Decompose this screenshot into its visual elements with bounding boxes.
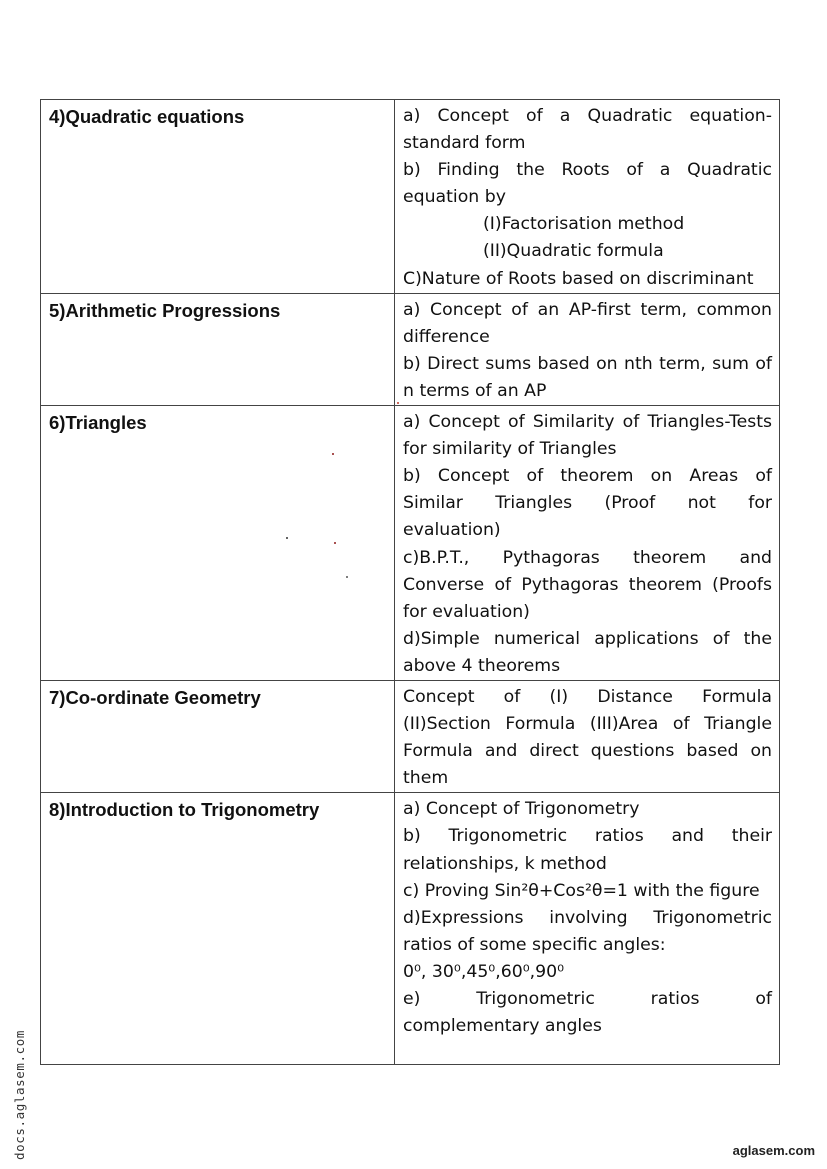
topic-cell (41, 406, 395, 681)
content-cell (395, 680, 780, 792)
topic-cell (41, 793, 395, 1065)
content-line: Similar Triangles (Proof not for (403, 493, 772, 514)
topic-cell (41, 680, 395, 792)
content-line: c)B.P.T., Pythagoras theorem and (403, 547, 772, 568)
content-text (395, 681, 779, 792)
content-line: (II)Quadratic formula (483, 241, 664, 262)
stray-mark (332, 453, 334, 455)
content-line: complementary angles (403, 1016, 602, 1037)
topic-cell (41, 293, 395, 405)
table-row (41, 293, 780, 405)
content-line: evaluation) (403, 520, 501, 541)
side-watermark: docs.aglasem.com (12, 1029, 27, 1160)
table-row (41, 100, 780, 294)
content-line: b) Trigonometric ratios and their (403, 826, 772, 847)
content-line: a) Concept of an AP-first term, common (403, 299, 772, 320)
content-line: a) Concept of Trigonometry (403, 799, 640, 820)
content-line: Converse of Pythagoras theorem (Proofs (403, 574, 772, 595)
content-line: Formula and direct questions based on (403, 741, 772, 762)
content-line: relationships, k method (403, 853, 607, 874)
stray-mark (286, 537, 288, 539)
content-text (395, 406, 779, 680)
content-line: n terms of an AP (403, 380, 547, 401)
content-line: (II)Section Formula (III)Area of Triangle (403, 714, 772, 735)
content-line: d)Expressions involving Trigonometric (403, 907, 772, 928)
content-line: for evaluation) (403, 601, 530, 622)
content-line: above 4 theorems (403, 655, 561, 676)
topic-title: 7)Co-ordinate Geometry (49, 686, 261, 708)
content-cell (395, 293, 780, 405)
content-text (395, 294, 779, 405)
topic-title: 8)Introduction to Trigonometry (49, 799, 320, 821)
content-line: d)Simple numerical applications of the (403, 628, 772, 649)
content-line: (I)Factorisation method (483, 214, 685, 235)
content-line: b) Finding the Roots of a Quadratic (403, 160, 772, 181)
topic-title: 6)Triangles (49, 412, 147, 434)
table-row (41, 406, 780, 681)
topic-cell (41, 100, 395, 294)
content-line: Concept of (I) Distance Formula (403, 686, 772, 707)
content-text (395, 793, 779, 1040)
content-cell (395, 406, 780, 681)
content-line: difference (403, 326, 490, 347)
content-line: them (403, 768, 449, 789)
content-line: b) Concept of theorem on Areas of (403, 466, 772, 487)
table-row (41, 680, 780, 792)
content-line: c) Proving Sin²θ+Cos²θ=1 with the figure (403, 880, 760, 901)
content-line: equation by (403, 187, 506, 208)
corner-watermark: aglasem.com (732, 1143, 815, 1158)
topic-title: 4)Quadratic equations (49, 106, 245, 127)
content-cell (395, 793, 780, 1065)
topic-title: 5)Arithmetic Progressions (49, 299, 281, 321)
content-text (395, 100, 779, 293)
content-line: a) Concept of a Quadratic equation- (403, 106, 772, 126)
content-line: b) Direct sums based on nth term, sum of (403, 353, 772, 374)
content-line: for similarity of Triangles (403, 439, 617, 460)
stray-mark (334, 542, 336, 544)
content-line: e) Trigonometric ratios of (403, 989, 772, 1009)
stray-mark (397, 402, 399, 404)
content-line: standard form (403, 133, 526, 154)
content-cell (395, 100, 780, 294)
content-line: ratios of some specific angles: (403, 934, 666, 955)
syllabus-table (40, 99, 780, 1065)
table-row (41, 793, 780, 1065)
content-line: C)Nature of Roots based on discriminant (403, 268, 754, 289)
stray-mark (346, 576, 348, 578)
content-line: a) Concept of Similarity of Triangles-Tests (403, 412, 772, 433)
content-line: 0⁰, 30⁰,45⁰,60⁰,90⁰ (403, 961, 565, 982)
